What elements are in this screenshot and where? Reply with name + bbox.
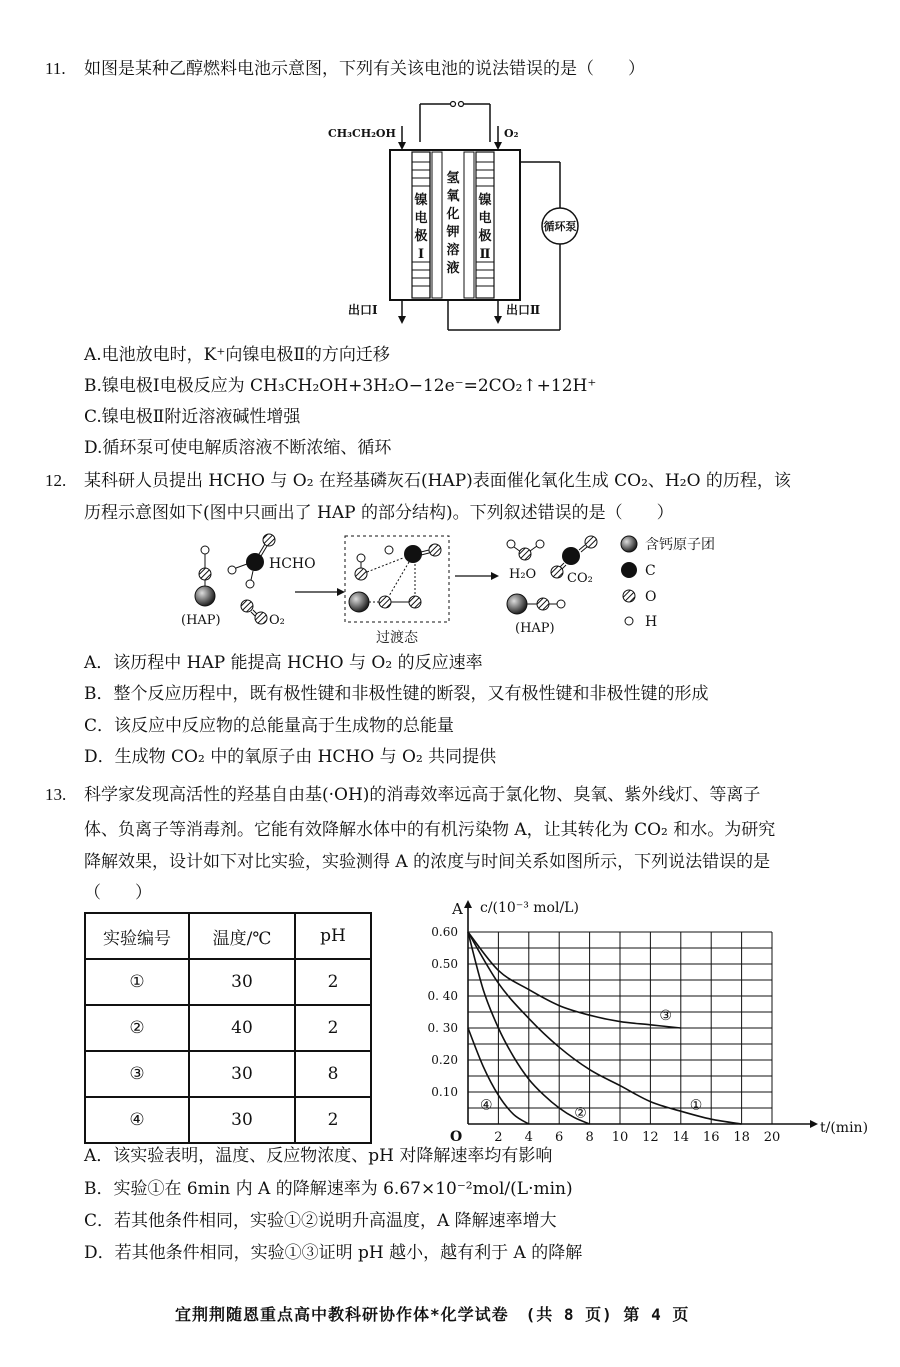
q13-option-c: C．若其他条件相同，实验①②说明升高温度，A 降解速率增大 — [84, 1211, 557, 1231]
x-axis-arrow — [810, 1120, 818, 1128]
series-label-3: ③ — [659, 1008, 672, 1024]
h2o-label: H₂O — [509, 567, 537, 582]
electrolyte-char-2: 化 — [446, 207, 460, 222]
q13-number: 13. — [45, 785, 67, 804]
table-cell: ② — [85, 1005, 189, 1051]
x-tick-label: 2 — [494, 1130, 503, 1145]
table-cell: 2 — [295, 1097, 371, 1143]
left-electrode-char-2: 极 — [414, 229, 428, 244]
x-tick-label: 18 — [733, 1130, 750, 1145]
table-header: 温度/℃ — [189, 913, 295, 959]
table-cell: ① — [85, 959, 189, 1005]
q12-number: 12. — [45, 471, 67, 490]
x-tick-label: 14 — [672, 1130, 690, 1145]
q12-stem-line1: 某科研人员提出 HCHO 与 O₂ 在羟基磷灰石(HAP)表面催化氧化生成 CO₂、H₂O 的历程，该 — [84, 471, 791, 491]
legend-c: C — [645, 563, 656, 579]
legend-c-icon — [621, 562, 637, 578]
q11-option-d: D.循环泵可使电解质溶液不断浓缩、循环 — [84, 438, 392, 458]
table-row — [85, 1005, 371, 1051]
q13-option-b: B．实验①在 6min 内 A 的降解速率为 6.67×10⁻²mol/(L·min) — [84, 1179, 573, 1199]
q12-option-c: C．该反应中反应物的总能量高于生成物的总能量 — [84, 716, 455, 736]
legend-o-icon — [623, 590, 635, 602]
table-header-row — [85, 913, 371, 959]
table-cell: 30 — [189, 959, 295, 1005]
table-cell: 30 — [189, 1097, 295, 1143]
legend-ca: 含钙原子团 — [645, 537, 715, 553]
pump-label: 循环泵 — [543, 220, 577, 233]
legend-o: O — [645, 589, 657, 605]
series-label-4: ④ — [479, 1097, 493, 1114]
q13-option-d: D．若其他条件相同，实验①③证明 pH 越小，越有利于 A 的降解 — [84, 1243, 583, 1263]
electrolyte-char-4: 溶 — [446, 243, 460, 258]
electrolyte-char-5: 液 — [446, 261, 460, 276]
q12-option-a: A．该历程中 HAP 能提高 HCHO 与 O₂ 的反应速率 — [84, 653, 483, 673]
y-tick-label: 0. 40 — [427, 989, 458, 1003]
hap-label-left: (HAP) — [181, 613, 221, 628]
table-cell: 30 — [189, 1051, 295, 1097]
right-electrode-char-3: Ⅱ — [479, 247, 491, 262]
left-electrode-char-0: 镍 — [414, 193, 428, 208]
right-electrode-char-1: 电 — [478, 211, 492, 226]
right-electrode-char-2: 极 — [478, 229, 492, 244]
transition-state-label: 过渡态 — [376, 630, 418, 646]
y-tick-label: 0. 30 — [427, 1021, 458, 1035]
q13-stem-line2: 体、负离子等消毒剂。它能有效降解水体中的有机污染物 A，让其转化为 CO₂ 和水。为研究 — [84, 820, 776, 840]
table-row — [85, 1097, 371, 1143]
x-tick-label: 12 — [642, 1130, 659, 1145]
q11-option-a: A.电池放电时，K⁺向镍电极Ⅱ的方向迁移 — [84, 345, 390, 365]
table-header: 实验编号 — [85, 913, 189, 959]
q13-stem-line1: 科学家发现高活性的羟基自由基(·OH)的消毒效率远高于氯化物、臭氧、紫外线灯、等离子 — [84, 785, 761, 805]
table-cell: 2 — [295, 959, 371, 1005]
q11-stem: 如图是某种乙醇燃料电池示意图，下列有关该电池的说法错误的是（ ） — [84, 59, 645, 79]
table-cell: ④ — [85, 1097, 189, 1143]
fuel-cell-diagram — [320, 92, 600, 342]
hap-mechanism-diagram — [175, 530, 765, 648]
y-axis-label: c/(10⁻³ mol/L) — [480, 900, 579, 916]
o2-label: O₂ — [269, 613, 285, 628]
q11-number: 11. — [45, 59, 66, 78]
right-electrode-char-0: 镍 — [478, 193, 492, 208]
table-row — [85, 1051, 371, 1097]
fuel-label: CH₃CH₂OH — [328, 127, 396, 140]
table-cell: 8 — [295, 1051, 371, 1097]
x-tick-label: 16 — [702, 1130, 720, 1145]
y-tick-label: 0.60 — [431, 925, 458, 939]
series-label-1: ① — [689, 1097, 703, 1114]
table-header: pH — [295, 913, 371, 959]
table-row — [85, 959, 371, 1005]
electrolyte-char-0: 氢 — [446, 171, 460, 186]
hcho-label: HCHO — [269, 556, 316, 572]
x-axis-label: t/(min) — [820, 1120, 869, 1136]
left-electrode-char-3: Ⅰ — [417, 247, 425, 262]
table-cell: 2 — [295, 1005, 371, 1051]
oxidant-label: O₂ — [504, 127, 519, 140]
page-footer: 宜荆荆随恩重点高中教科研协作体*化学试卷 (共 8 页) 第 4 页 — [175, 1305, 690, 1324]
q11-option-c: C.镍电极Ⅱ附近溶液碱性增强 — [84, 407, 301, 427]
x-tick-label: 4 — [524, 1130, 533, 1145]
y-axis-arrow — [464, 900, 472, 908]
x-tick-label: 10 — [611, 1130, 629, 1145]
series-label-2: ② — [574, 1105, 587, 1122]
outlet1-label: 出口Ⅰ — [348, 303, 378, 317]
outlet2-label: 出口Ⅱ — [506, 303, 541, 317]
x-tick-label: 6 — [555, 1130, 564, 1145]
q13-stem-line4: （ ） — [84, 883, 152, 903]
x-tick-label: 8 — [585, 1130, 594, 1145]
origin-label: O — [450, 1129, 463, 1145]
hap-label-right: (HAP) — [515, 621, 555, 636]
legend-h: H — [645, 614, 658, 630]
electrolyte-char-1: 氧 — [446, 189, 460, 204]
legend-ca-icon — [621, 536, 637, 552]
experiment-table — [84, 912, 372, 1144]
q11-option-b: B.镍电极Ⅰ电极反应为 CH₃CH₂OH+3H₂O−12e⁻=2CO₂↑+12H⁺ — [84, 376, 597, 396]
q12-option-b: B．整个反应历程中，既有极性键和非极性键的断裂，又有极性键和非极性键的形成 — [84, 684, 709, 704]
y-tick-label: 0.50 — [431, 957, 458, 971]
q12-option-d: D．生成物 CO₂ 中的氧原子由 HCHO 与 O₂ 共同提供 — [84, 747, 497, 767]
co2-label: CO₂ — [567, 571, 593, 586]
x-tick-label: 20 — [763, 1130, 781, 1145]
q13-stem-line3: 降解效果，设计如下对比实验，实验测得 A 的浓度与时间关系如图所示，下列说法错误的是 — [84, 852, 771, 872]
table-cell: 40 — [189, 1005, 295, 1051]
y-tick-label: 0.20 — [431, 1053, 458, 1067]
y-tick-label: 0.10 — [431, 1085, 458, 1099]
table-cell: ③ — [85, 1051, 189, 1097]
q12-stem-line2: 历程示意图如下(图中只画出了 HAP 的部分结构)。下列叙述错误的是（ ） — [84, 503, 674, 523]
concentration-time-chart — [410, 892, 869, 1145]
q13-option-a: A．该实验表明，温度、反应物浓度、pH 对降解速率均有影响 — [84, 1146, 553, 1166]
legend-h-icon — [625, 617, 633, 625]
y-axis-letter: A — [452, 900, 463, 918]
electrolyte-char-3: 钾 — [446, 225, 460, 240]
left-electrode-char-1: 电 — [414, 211, 428, 226]
